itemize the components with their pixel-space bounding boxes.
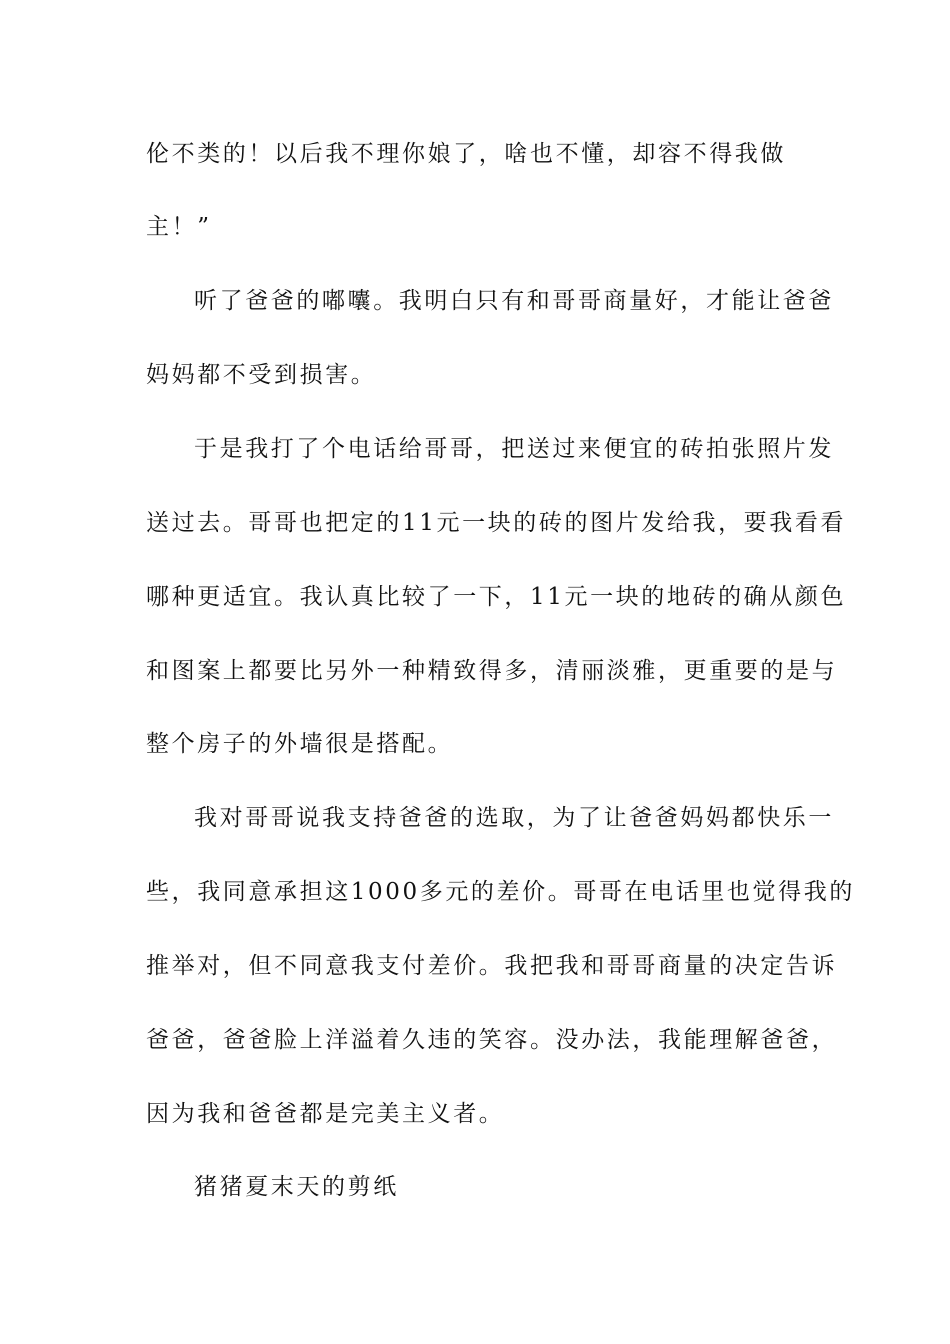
text-line-6: 送过去。哥哥也把定的11元一块的砖的图片发给我，要我看看 bbox=[146, 510, 847, 536]
text-line-1: 伦不类的！以后我不理你娘了，啥也不懂，却容不得我做 bbox=[146, 141, 786, 167]
text-line-13: 爸爸，爸爸脸上洋溢着久违的笑容。没办法，我能理解爸爸， bbox=[146, 1027, 838, 1053]
text-line-10: 我对哥哥说我支持爸爸的选取，为了让爸爸妈妈都快乐一 bbox=[194, 805, 834, 831]
text-line-11: 些，我同意承担这1000多元的差价。哥哥在电话里也觉得我的 bbox=[146, 879, 855, 905]
text-line-5: 于是我打了个电话给哥哥，把送过来便宜的砖拍张照片发 bbox=[194, 436, 834, 462]
text-line-12: 推举对，但不同意我支付差价。我把我和哥哥商量的决定告诉 bbox=[146, 953, 838, 979]
text-line-15: 猪猪夏末天的剪纸 bbox=[194, 1174, 399, 1200]
text-line-4: 妈妈都不受到损害。 bbox=[146, 362, 377, 388]
text-line-9: 整个房子的外墙很是搭配。 bbox=[146, 731, 454, 757]
text-line-14: 因为我和爸爸都是完美主义者。 bbox=[146, 1101, 505, 1127]
text-line-7: 哪种更适宜。我认真比较了一下，11元一块的地砖的确从颜色 bbox=[146, 584, 847, 610]
text-line-8: 和图案上都要比另外一种精致得多，清丽淡雅，更重要的是与 bbox=[146, 658, 838, 684]
text-line-3: 听了爸爸的嘟囔。我明白只有和哥哥商量好，才能让爸爸 bbox=[194, 288, 834, 314]
text-line-2: 主！” bbox=[146, 214, 212, 240]
